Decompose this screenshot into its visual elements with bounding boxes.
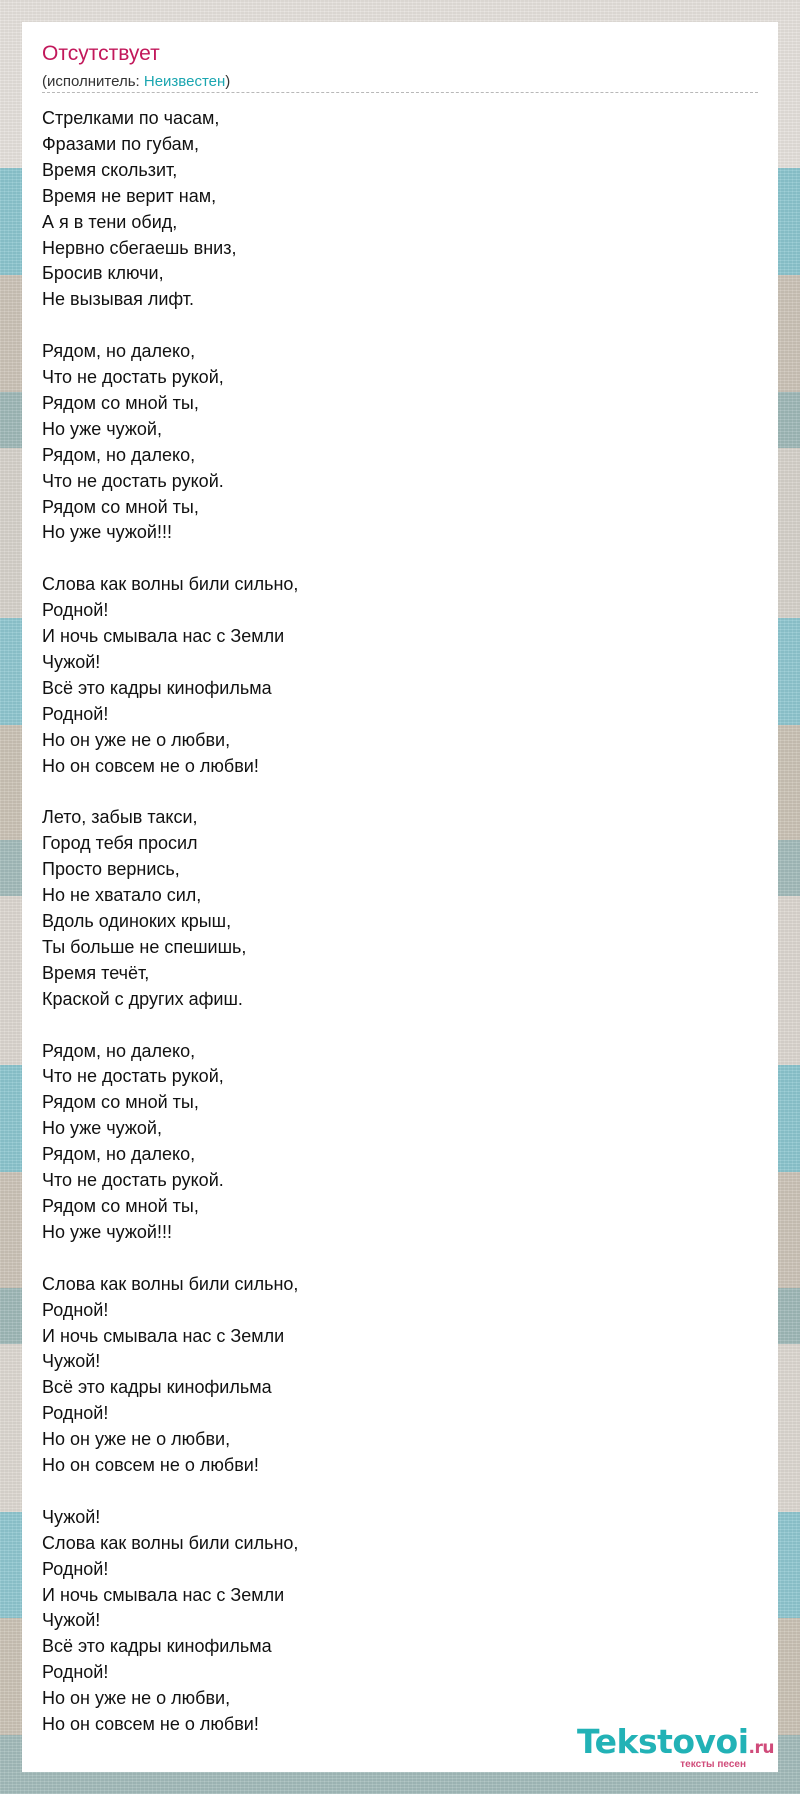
lyrics-line: Что не достать рукой. — [42, 1170, 224, 1191]
artist-link[interactable]: Неизвестен — [143, 73, 226, 90]
lyrics-line: Что не достать рукой, — [42, 1066, 224, 1087]
lyrics-line: И ночь смывала нас с Земли — [42, 1584, 285, 1605]
lyrics-line: Стрелками по часам, — [42, 108, 220, 128]
logo-tagline: тексты песен — [680, 1759, 746, 1770]
lyrics-line: Чужой! — [42, 652, 101, 672]
lyrics-line: Фразами по губам, — [42, 133, 200, 154]
lyrics-line: Но уже чужой, — [42, 418, 162, 439]
lyrics-line: Чужой! — [42, 1610, 101, 1631]
song-title: Отсутствует — [42, 42, 160, 65]
lyrics-line: Рядом, но далеко, — [42, 341, 196, 362]
lyrics-line: Но он уже не о любви, — [42, 1429, 231, 1450]
lyrics-line: Всё это кадры кинофильма — [42, 1377, 272, 1398]
lyrics-line: Чужой! — [42, 1506, 101, 1527]
lyrics-card — [22, 22, 778, 1772]
lyrics-line: Время скользит, — [42, 159, 178, 180]
lyrics-text — [42, 106, 742, 1764]
lyrics-line: Родной! — [42, 703, 109, 724]
lyrics-line: Чужой! — [42, 1351, 101, 1372]
lyrics-line: Время течёт, — [42, 962, 150, 983]
lyrics-stanza — [42, 339, 742, 546]
lyrics-stanza — [42, 805, 742, 1012]
artist-suffix: ) — [225, 73, 231, 90]
lyrics-line: Но уже чужой!!! — [42, 1221, 172, 1242]
lyrics-line: Слова как волны били сильно, — [42, 1273, 299, 1294]
lyrics-line: Что не достать рукой, — [42, 367, 224, 388]
lyrics-line: Но уже чужой!!! — [42, 522, 172, 543]
title-divider — [42, 92, 758, 93]
lyrics-stanza — [42, 1505, 742, 1738]
lyrics-line: Краской с других афиш. — [42, 988, 243, 1009]
lyrics-line: Лето, забыв такси, — [42, 807, 198, 828]
lyrics-line: Рядом со мной ты, — [42, 392, 199, 413]
lyrics-line: Родной! — [42, 1299, 109, 1320]
lyrics-line: Слова как волны били сильно, — [42, 574, 299, 595]
lyrics-line: Родной! — [42, 1558, 109, 1579]
lyrics-line: Всё это кадры кинофильма — [42, 1636, 272, 1657]
lyrics-line: Но он уже не о любви, — [42, 1688, 231, 1709]
lyrics-line: Рядом со мной ты, — [42, 496, 199, 517]
lyrics-line: Но он совсем не о любви! — [42, 1455, 259, 1476]
lyrics-line: И ночь смывала нас с Земли — [42, 1325, 285, 1346]
lyrics-line: Время не верит нам, — [42, 185, 217, 206]
lyrics-line: Родной! — [42, 1403, 109, 1424]
lyrics-line: Город тебя просил — [42, 833, 198, 854]
lyrics-line: Но он уже не о любви, — [42, 729, 231, 750]
lyrics-line: И ночь смывала нас с Земли — [42, 626, 285, 647]
lyrics-stanza — [42, 106, 742, 313]
lyrics-line: Рядом, но далеко, — [42, 1040, 196, 1061]
lyrics-stanza — [42, 1272, 742, 1479]
lyrics-line: Не вызывая лифт. — [42, 289, 195, 310]
lyrics-line: Но он совсем не о любви! — [42, 1714, 259, 1735]
lyrics-line: Но не хватало сил, — [42, 885, 202, 906]
lyrics-line: Рядом, но далеко, — [42, 1144, 196, 1165]
lyrics-line: Рядом, но далеко, — [42, 444, 196, 465]
lyrics-line: Но он совсем не о любви! — [42, 755, 259, 776]
lyrics-line: Просто вернись, — [42, 859, 180, 880]
logo-tld: .ru — [748, 1738, 774, 1758]
lyrics-line: Рядом со мной ты, — [42, 1092, 199, 1113]
lyrics-stanza — [42, 1039, 742, 1246]
site-logo[interactable] — [577, 1722, 774, 1770]
lyrics-line: Рядом со мной ты, — [42, 1196, 199, 1216]
lyrics-line: Всё это кадры кинофильма — [42, 677, 272, 698]
lyrics-line: Бросив ключи, — [42, 263, 164, 284]
artist-prefix: (исполнитель: — [42, 73, 144, 90]
lyrics-line: Родной! — [42, 600, 109, 621]
lyrics-line: Родной! — [42, 1662, 109, 1683]
lyrics-line: Но уже чужой, — [42, 1118, 162, 1139]
lyrics-line: Ты больше не спешишь, — [42, 936, 247, 957]
logo-text: Tekstovoi — [577, 1722, 749, 1761]
lyrics-line: Что не достать рукой. — [42, 470, 224, 491]
lyrics-line: Слова как волны били сильно, — [42, 1532, 299, 1553]
lyrics-line: Нервно сбегаешь вниз, — [42, 237, 237, 258]
lyrics-stanza — [42, 572, 742, 779]
artist-line — [42, 73, 230, 90]
lyrics-line: А я в тени обид, — [42, 211, 178, 232]
lyrics-line: Вдоль одиноких крыш, — [42, 911, 232, 932]
